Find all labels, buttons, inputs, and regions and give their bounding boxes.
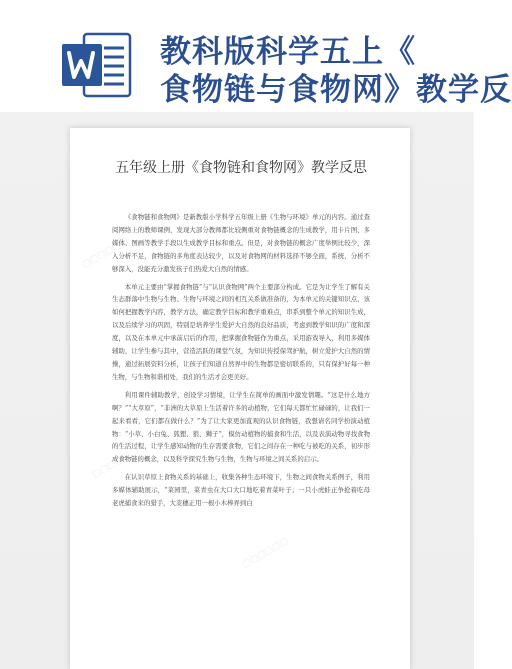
watermark: ▢▢▢▢▢▢ (220, 315, 271, 351)
document-page (70, 128, 410, 669)
word-document-icon (60, 30, 134, 100)
paragraph: 《食物链和食物网》是新教版小学科学五年级上册《生物与环境》单元的内容。通过查阅网络上的教师课例，发现大部分教师都比较侧重对食物链概念的生成教学，用卡片图、多媒体、图画等教学手段以生成教学目标和重点。但是，对食物链的概念广度举例比较少，深入分析不足，食物链的多角度表达较少，以及对食物网的材料选择不够全面，系统，分析不够深入，没能充分激发孩子们热爱大自然的情感。 (112, 213, 370, 273)
watermark: ▢▢▢▢▢▢ (80, 235, 131, 271)
paragraph: 本单元主要由“掌握食物链”与“认识食物网”两个主要部分构成。它是为让学生了解有关生态群落中生物与生物、生物与环境之间的相互关系做准备的，为本单元的关键知识点，该如何把握教学内容，教学方法，确定教学目标和教学重难点，串系到整个单元的知识生成，以及后续学习的巩固，特别是培养学生爱护大自然的良好品质，考虑到教学知识的广度和深度，以及在本单元中承前启后的作用，把掌握食物链作为重点，采用游戏导入，利用多媒体辅助，让学生参与其中，营造活跃的课堂气氛，为知识传授保驾护航，树立爱护大自然的情操，通过拓展资料分析，让孩子们知道自然界中的生物都是密切联系的，只有保护好每一种生物，与生物和谐相处，我们的生活才会更美好。 (112, 282, 370, 381)
header-banner (0, 0, 512, 112)
watermark: ▢▢▢▢▢▢ (240, 535, 291, 571)
paragraph: 在认识草原上食物关系的基础上，收集各种生态环境下，生物之间食物关系例子，利用多媒体辅助展示，“菜园里，菜青虫在大口大口地吃着青菜叶子；一只小虎蛙正争抢着吃母老虎捕食来的猎手，大麦穗正用一根小木棒弄到白 (112, 473, 370, 508)
watermark: ▢▢▢▢▢▢ (90, 445, 141, 481)
banner-title-line2: 食物链与食物网》教学反 (160, 72, 512, 108)
banner-title-line1: 教科版科学五上《 (160, 34, 416, 70)
document-title: 五年级上册《食物链和食物网》教学反思 (115, 160, 367, 176)
document-body (112, 211, 370, 515)
paragraph: 利用课件辅助教学，创设学习情境，让学生在简单的画面中激发情趣。“这是什么地方啊？”“大草原”，“非洲的大草原上生活着许多的动植物，它们每天都忙忙碌碌的，让我们一起来看看，它们都在做什么？”为了让大家更加直观的认识食物链，我想请名同学扮演动植物：“小草、小白兔、狐狸、狼、狮子”，模仿动植物的捕食和生活，以及表演动物寻找食物的生活过程，让学生感知动物的生存需要食物，它们之间存在一种吃与被吃的关系，初步形成食物链的概念，以及科学探究生物与生物，生物与环境之间关系的启示。 (112, 390, 370, 464)
